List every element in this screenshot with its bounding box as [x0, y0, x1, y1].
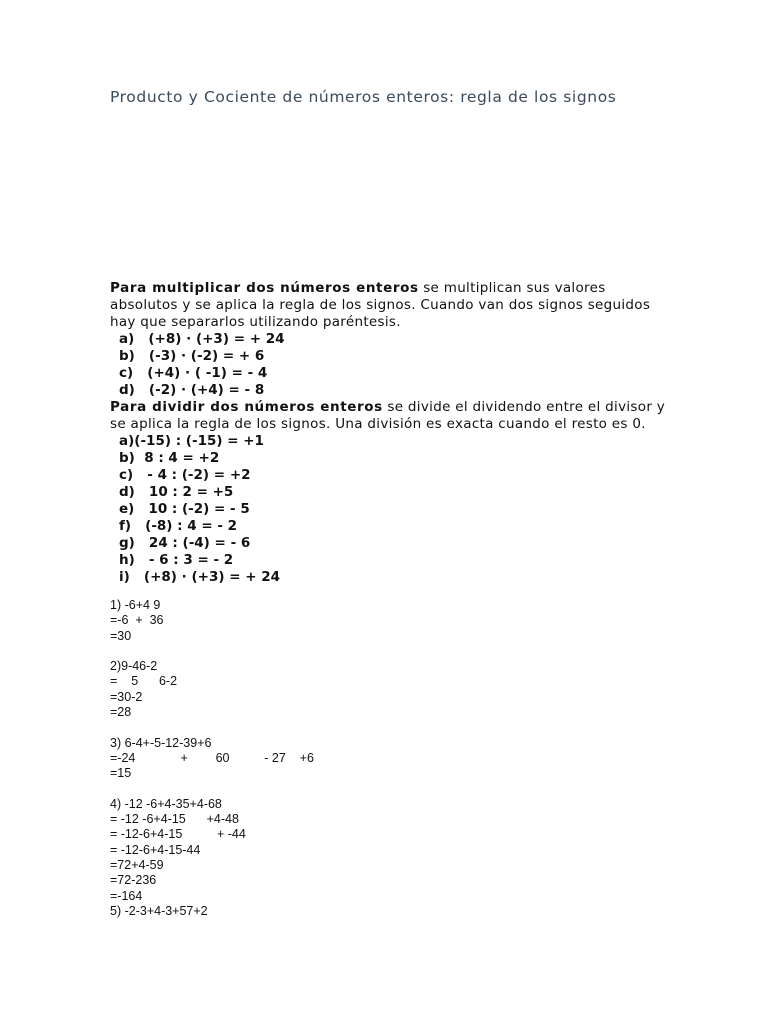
exercise-line: = -12-6+4-15-44	[110, 842, 201, 857]
exercise-line: =-164	[110, 888, 143, 903]
list-item: c) (+4) · ( -1) = - 4	[119, 365, 268, 381]
exercise-3	[110, 736, 670, 782]
exercise-1	[110, 598, 670, 644]
list-item: a) (+8) · (+3) = + 24	[119, 331, 285, 347]
list-item: a)(-15) : (-15) = +1	[119, 433, 264, 449]
multiplicar-paragraph	[110, 280, 670, 331]
exercise-line: 3) 6-4+-5-12-39+6	[110, 735, 212, 750]
exercise-line: =72+4-59	[110, 858, 164, 873]
exercise-2	[110, 659, 670, 720]
list-item: d) (-2) · (+4) = - 8	[119, 382, 265, 398]
exercise-line: = 5 6-2	[110, 674, 178, 689]
exercise-line: 2)9-46-2	[110, 659, 158, 674]
exercise-line: =-6 + 36	[110, 613, 164, 628]
multiplicar-text: se multiplican sus valores absolutos y se aplica la regla de los signos. Cuando van dos signos seguidos hay que separarlos utilizando paréntesis.	[110, 280, 651, 330]
list-item: h) - 6 : 3 = - 2	[119, 552, 234, 568]
exercise-4	[110, 797, 670, 919]
dividir-paragraph	[110, 399, 670, 433]
list-item: b) (-3) · (-2) = + 6	[119, 348, 265, 364]
exercise-line: =30	[110, 628, 132, 643]
exercises-section	[110, 598, 670, 919]
list-item: d) 10 : 2 = +5	[119, 484, 234, 500]
exercise-line: =72-236	[110, 873, 157, 888]
exercise-line: =30-2	[110, 689, 143, 704]
dividir-text: se divide el dividendo entre el divisor y se aplica la regla de los signos. Una división es exacta cuando el resto es 0.	[110, 399, 666, 432]
list-item: e) 10 : (-2) = - 5	[119, 501, 250, 517]
dividir-lead: Para dividir dos números enteros	[110, 399, 383, 415]
multiplicar-examples	[110, 331, 670, 399]
exercise-line: = -12-6+4-15 + -44	[110, 827, 246, 842]
exercise-line: =-24 + 60 - 27 +6	[110, 750, 314, 765]
list-item: i) (+8) · (+3) = + 24	[119, 569, 281, 585]
list-item: c) - 4 : (-2) = +2	[119, 467, 251, 483]
rules-section	[110, 280, 670, 586]
dividir-examples	[110, 433, 670, 586]
exercise-line: 4) -12 -6+4-35+4-68	[110, 796, 222, 811]
list-item: f) (-8) : 4 = - 2	[119, 518, 238, 534]
exercise-line: 1) -6+4 9	[110, 598, 161, 612]
exercise-line: 5) -2-3+4-3+57+2	[110, 903, 208, 918]
exercise-line: =15	[110, 766, 132, 781]
exercise-line: = -12 -6+4-15 +4-48	[110, 812, 239, 827]
exercise-line: =28	[110, 705, 132, 720]
multiplicar-lead: Para multiplicar dos números enteros	[110, 280, 419, 296]
page-title: Producto y Cociente de números enteros: regla de los signos	[110, 88, 617, 106]
list-item: g) 24 : (-4) = - 6	[119, 535, 251, 551]
list-item: b) 8 : 4 = +2	[119, 450, 220, 466]
